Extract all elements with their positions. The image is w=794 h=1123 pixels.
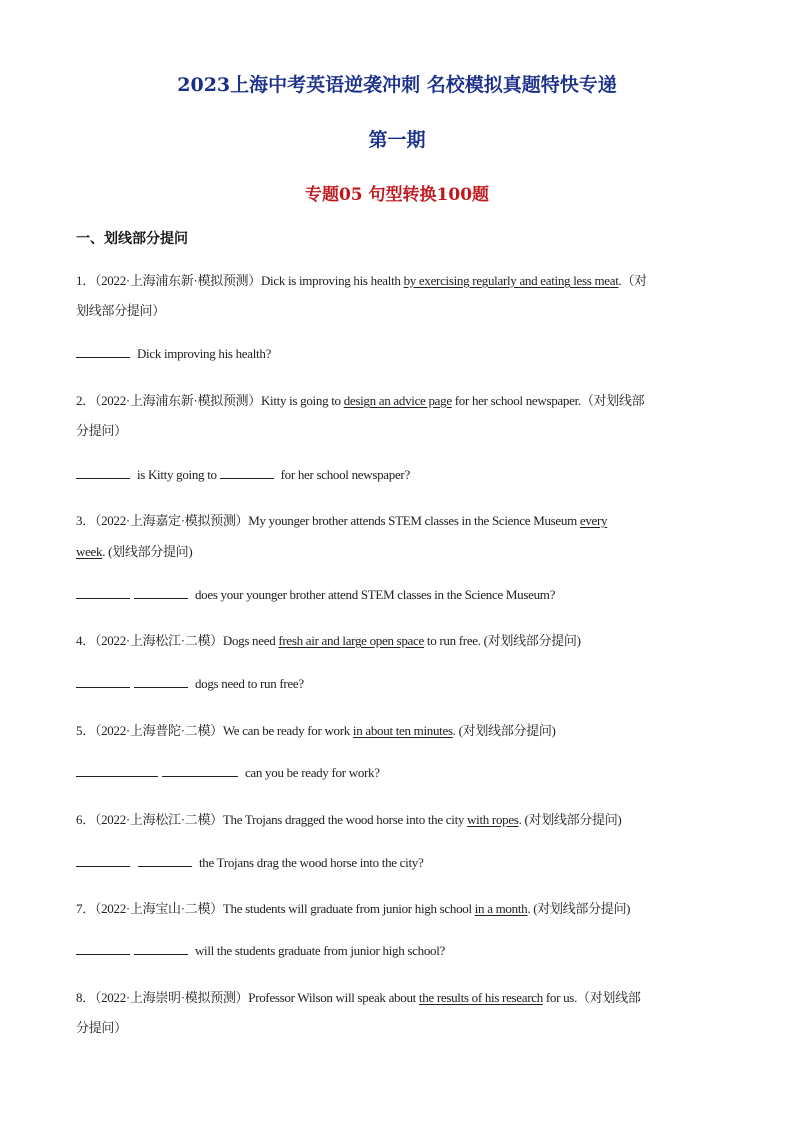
question-8-line-2: 分提问） <box>76 1020 127 1035</box>
answer-blank[interactable] <box>76 345 130 358</box>
underlined-phrase: every <box>579 513 608 528</box>
question-5-line-1: 5．（2022·上海普陀·二模）We can be ready for work in about ten minutes. (对划线部分提问) <box>76 723 556 738</box>
underlined-phrase: design an advice page <box>343 393 452 408</box>
question-3-line-1: 3．（2022·上海嘉定·模拟预测）My younger brother attends STEM classes in the Science Museum every <box>76 513 608 528</box>
question-2-line-2: 分提问） <box>76 423 127 438</box>
answer-blank[interactable] <box>134 586 188 599</box>
answer-blank[interactable] <box>76 764 158 777</box>
question-6-line-1: 6．（2022·上海松江·二模）The Trojans dragged the wood horse into the city with ropes. (对划线部分提问) <box>76 812 622 827</box>
document-title: 2023上海中考英语逆袭冲刺 名校模拟真题特快专递 <box>177 74 617 96</box>
question-1-answer: Dick improving his health? <box>76 345 271 362</box>
answer-blank[interactable] <box>138 854 192 867</box>
answer-blank[interactable] <box>134 675 188 688</box>
question-6-answer: the Trojans drag the wood horse into the city? <box>76 854 423 871</box>
question-3-line-2: week. (划线部分提问) <box>76 544 193 559</box>
answer-blank[interactable] <box>220 466 274 479</box>
question-5-answer: can you be ready for work? <box>76 764 380 781</box>
underlined-phrase: in a month <box>474 901 528 916</box>
question-7-answer: will the students graduate from junior high school? <box>76 942 445 959</box>
underlined-phrase: by exercising regularly and eating less meat <box>403 273 619 288</box>
answer-blank[interactable] <box>76 675 130 688</box>
answer-blank[interactable] <box>76 466 130 479</box>
issue-label: 第一期 <box>368 129 426 151</box>
question-1-line-2: 划线部分提问） <box>76 303 165 318</box>
question-3-answer: does your younger brother attend STEM classes in the Science Museum? <box>76 586 555 603</box>
question-7-line-1: 7．（2022·上海宝山·二模）The students will graduate from junior high school in a month. (对划线部分提问) <box>76 901 631 916</box>
answer-blank[interactable] <box>76 854 130 867</box>
question-2-line-1: 2．（2022·上海浦东新·模拟预测）Kitty is going to design an advice page for her school newspaper.（对划线部 <box>76 393 645 408</box>
underlined-phrase: with ropes <box>467 812 519 827</box>
answer-blank[interactable] <box>76 586 130 599</box>
question-4-answer: dogs need to run free? <box>76 675 304 692</box>
question-8-line-1: 8．（2022·上海崇明·模拟预测）Professor Wilson will speak about the results of his research for us.（对划线部 <box>76 990 641 1005</box>
answer-blank[interactable] <box>134 942 188 955</box>
underlined-phrase: fresh air and large open space <box>278 633 424 648</box>
question-4-line-1: 4．（2022·上海松江·二模）Dogs need fresh air and large open space to run free. (对划线部分提问) <box>76 633 581 648</box>
underlined-phrase: week <box>76 544 103 559</box>
question-2-answer: is Kitty going to for her school newspaper? <box>76 466 410 483</box>
answer-blank[interactable] <box>162 764 238 777</box>
topic-title: 专题05 句型转换100题 <box>304 185 490 205</box>
underlined-phrase: in about ten minutes <box>352 723 453 738</box>
question-1-line-1: 1．（2022·上海浦东新·模拟预测）Dick is improving his health by exercising regularly and eating less meat.（对 <box>76 273 647 288</box>
underlined-phrase: the results of his research <box>418 990 543 1005</box>
answer-blank[interactable] <box>76 942 130 955</box>
section-heading: 一、划线部分提问 <box>76 231 188 247</box>
